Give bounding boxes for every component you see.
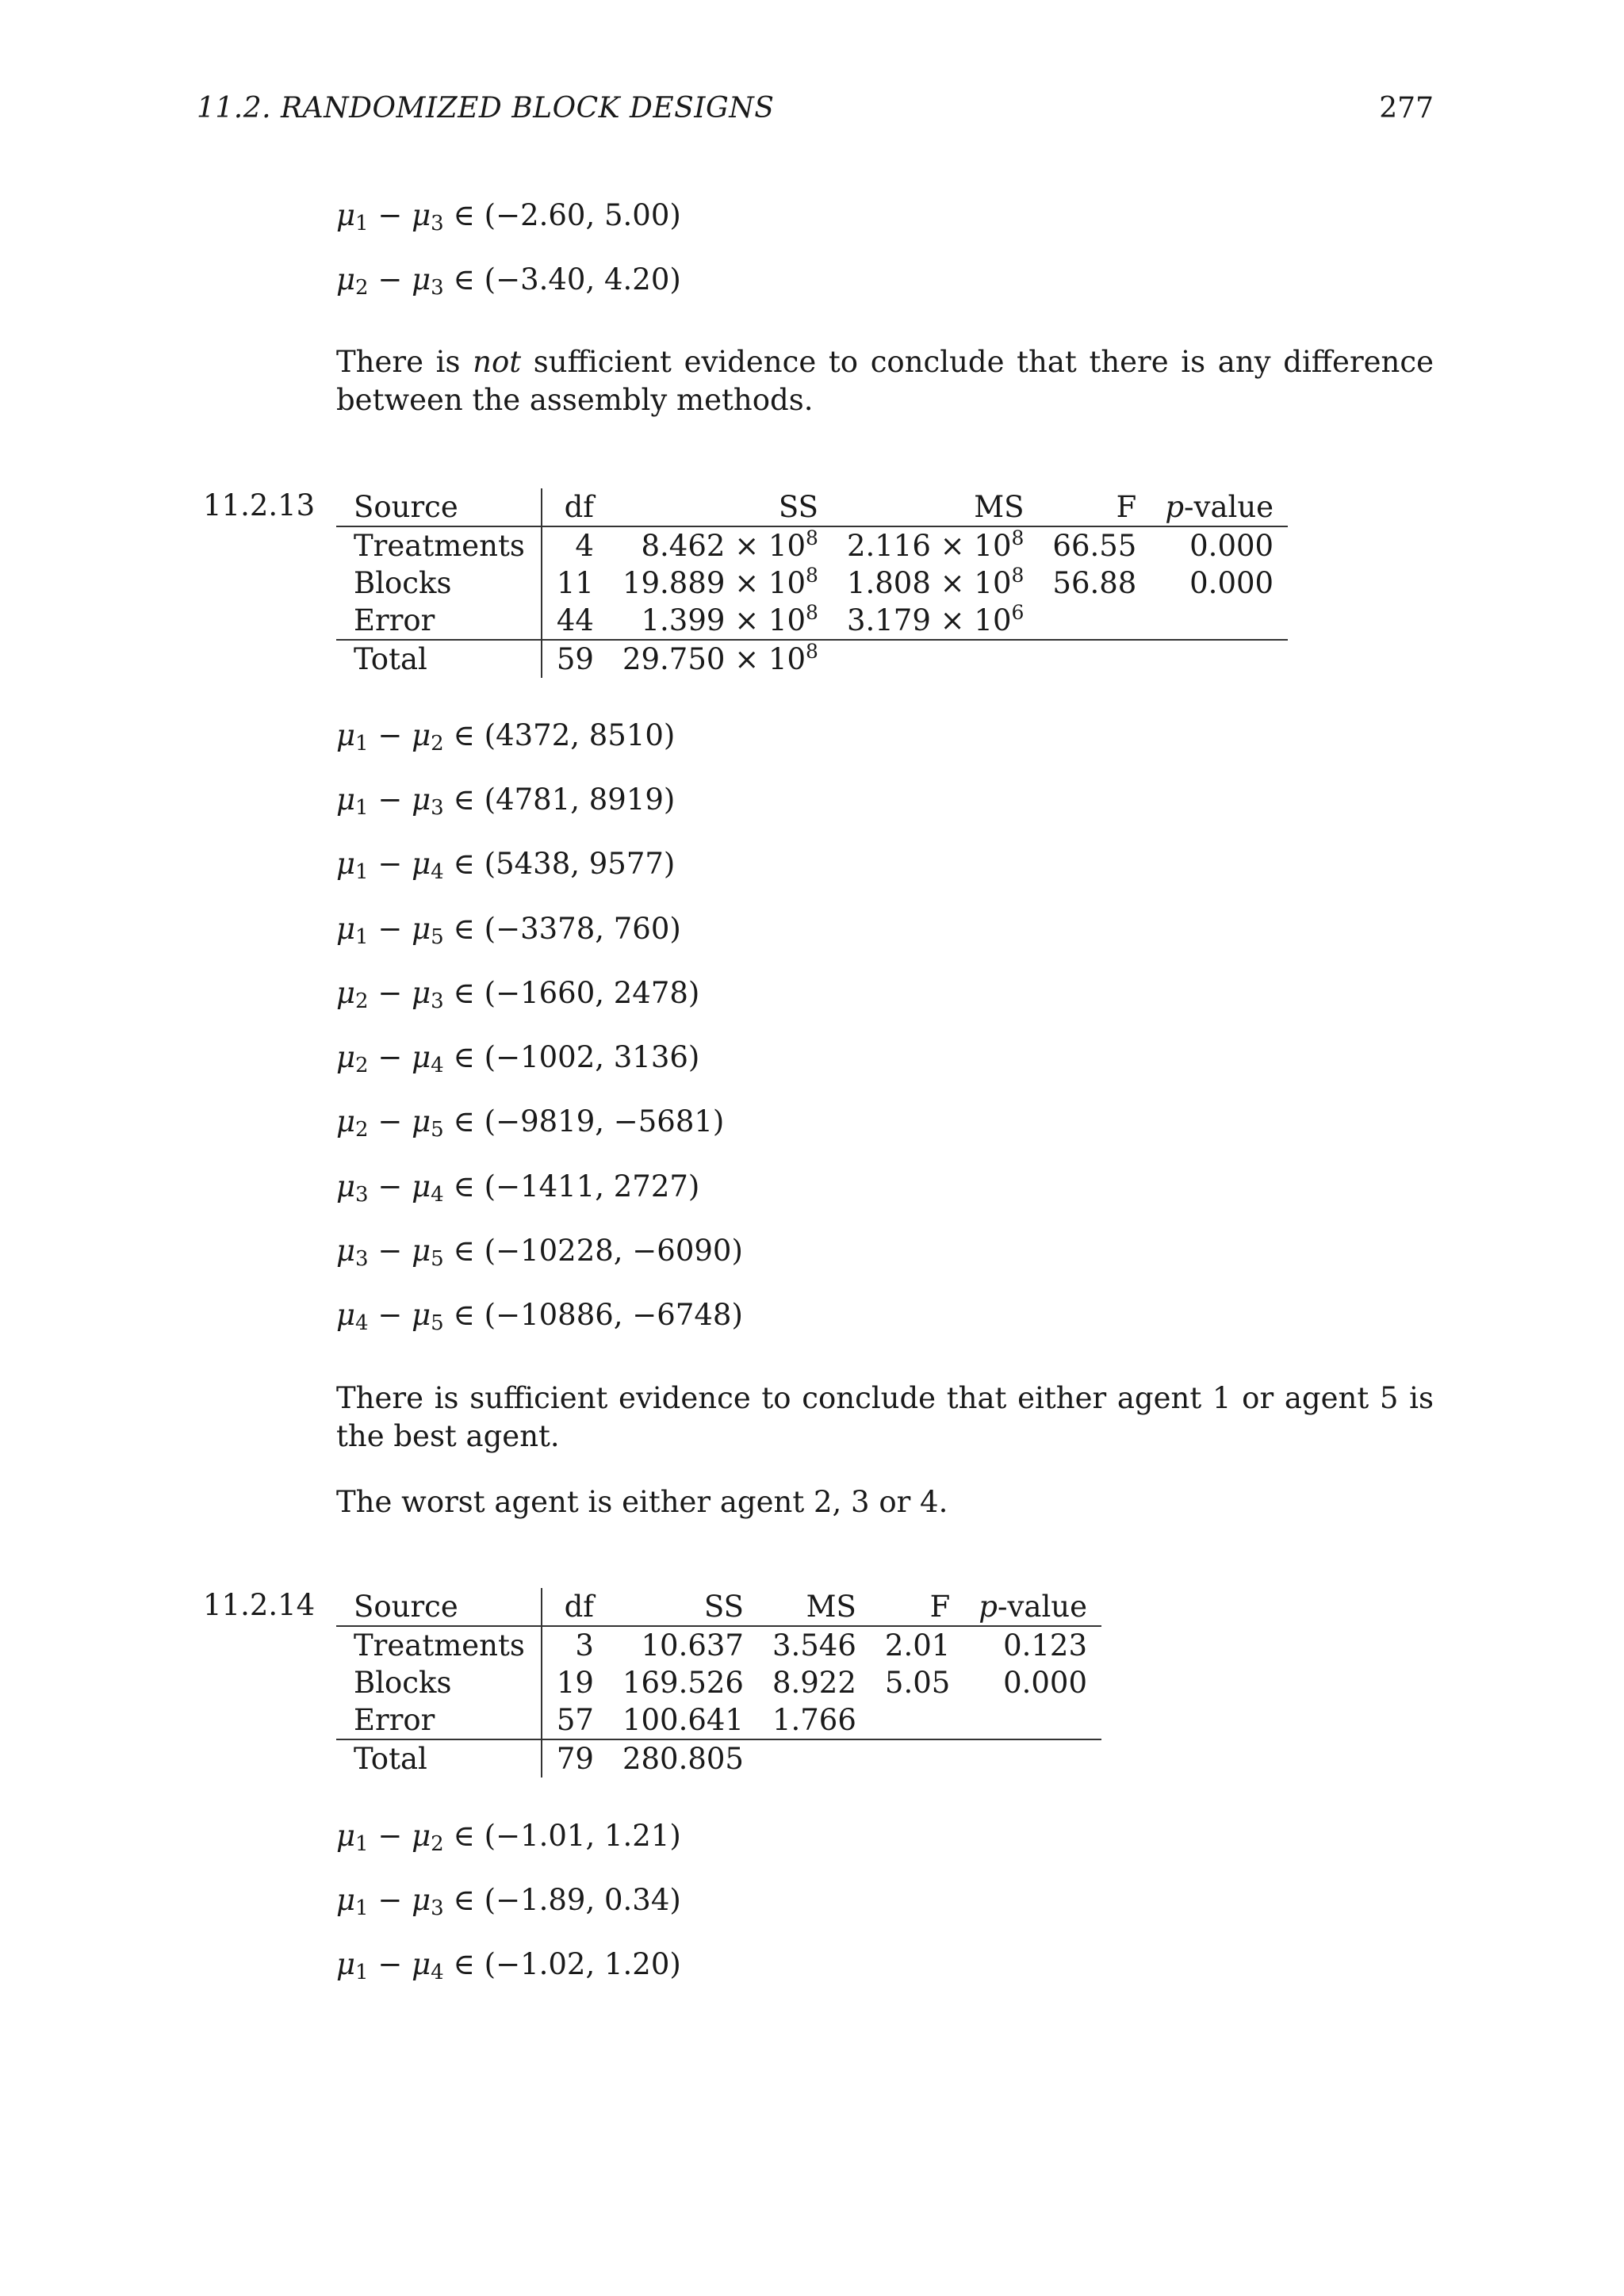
interval-13-5: $\mu_2 - \mu_3$ ∈ (−1660, 2478) xyxy=(336,976,700,1013)
page-number: 277 xyxy=(1379,92,1434,124)
anova-table-14 xyxy=(336,1588,1101,1777)
running-header: 11.2. RANDOMIZED BLOCK DESIGNS xyxy=(197,92,775,124)
interval-13-8: $\mu_3 - \mu_4$ ∈ (−1411, 2727) xyxy=(336,1169,700,1207)
interval-13-3: $\mu_1 - \mu_4$ ∈ (5438, 9577) xyxy=(336,847,676,884)
problem-label-14: 11.2.14 xyxy=(203,1588,316,1622)
col-df: df xyxy=(542,488,608,526)
table-row-total: Total 59 $29.750 \times 10^8$ xyxy=(336,640,1288,678)
table-row: Blocks 19 169.526 8.922 5.05 0.000 xyxy=(336,1664,1101,1701)
table-row: Treatments 3 10.637 3.546 2.01 0.123 xyxy=(336,1626,1101,1664)
anova-table-13 xyxy=(336,488,1288,678)
interval-14-1: $\mu_1 - \mu_2$ ∈ (−1.01, 1.21) xyxy=(336,1819,681,1856)
table-row: Error 44 $1.399 \times 10^8$ $3.179 \times 10^6$ xyxy=(336,602,1288,640)
col-source: Source xyxy=(336,488,542,526)
interval-top-2: $\mu_2 - \mu_3$ ∈ (−3.40, 4.20) xyxy=(336,262,681,300)
col-ss: SS xyxy=(608,1588,758,1626)
table-row: Blocks 11 $19.889 \times 10^8$ $1.808 \times 10^8$ 56.88 0.000 xyxy=(336,564,1288,602)
col-df: df xyxy=(542,1588,608,1626)
table-header-row xyxy=(336,488,1288,526)
col-ms: MS xyxy=(758,1588,871,1626)
interval-13-10: $\mu_4 - \mu_5$ ∈ (−10886, −6748) xyxy=(336,1298,743,1335)
table-header-row xyxy=(336,1588,1101,1626)
table-row: Treatments 4 $8.462 \times 10^8$ $2.116 \times 10^8$ 66.55 0.000 xyxy=(336,526,1288,564)
interval-13-2: $\mu_1 - \mu_3$ ∈ (4781, 8919) xyxy=(336,783,676,820)
interval-top-1: $\mu_1 - \mu_3$ ∈ (−2.60, 5.00) xyxy=(336,198,681,235)
interval-13-1: $\mu_1 - \mu_2$ ∈ (4372, 8510) xyxy=(336,718,676,756)
interval-13-4: $\mu_1 - \mu_5$ ∈ (−3378, 760) xyxy=(336,912,681,949)
paragraph-conclusion-13: There is sufficient evidence to conclude that either agent 1 or agent 5 is the best agent. xyxy=(336,1381,1434,1453)
col-ss: SS xyxy=(608,488,833,526)
interval-13-7: $\mu_2 - \mu_5$ ∈ (−9819, −5681) xyxy=(336,1104,725,1142)
paragraph-assembly: There is not sufficient evidence to conclude that there is any difference between the assembly methods. xyxy=(336,345,1434,417)
table-row-total: Total 79 280.805 xyxy=(336,1739,1101,1777)
col-p-value: p-value xyxy=(964,1588,1101,1626)
interval-13-9: $\mu_3 - \mu_5$ ∈ (−10228, −6090) xyxy=(336,1234,743,1271)
paragraph-worst-agent: The worst agent is either agent 2, 3 or 4. xyxy=(336,1485,948,1519)
interval-14-2: $\mu_1 - \mu_3$ ∈ (−1.89, 0.34) xyxy=(336,1883,681,1920)
col-f: F xyxy=(1038,488,1151,526)
interval-14-3: $\mu_1 - \mu_4$ ∈ (−1.02, 1.20) xyxy=(336,1947,681,1984)
col-source: Source xyxy=(336,1588,542,1626)
col-p-value: p-value xyxy=(1151,488,1288,526)
col-f: F xyxy=(871,1588,964,1626)
problem-label-13: 11.2.13 xyxy=(203,488,316,522)
col-ms: MS xyxy=(833,488,1038,526)
interval-13-6: $\mu_2 - \mu_4$ ∈ (−1002, 3136) xyxy=(336,1040,700,1077)
table-row: Error 57 100.641 1.766 xyxy=(336,1701,1101,1739)
